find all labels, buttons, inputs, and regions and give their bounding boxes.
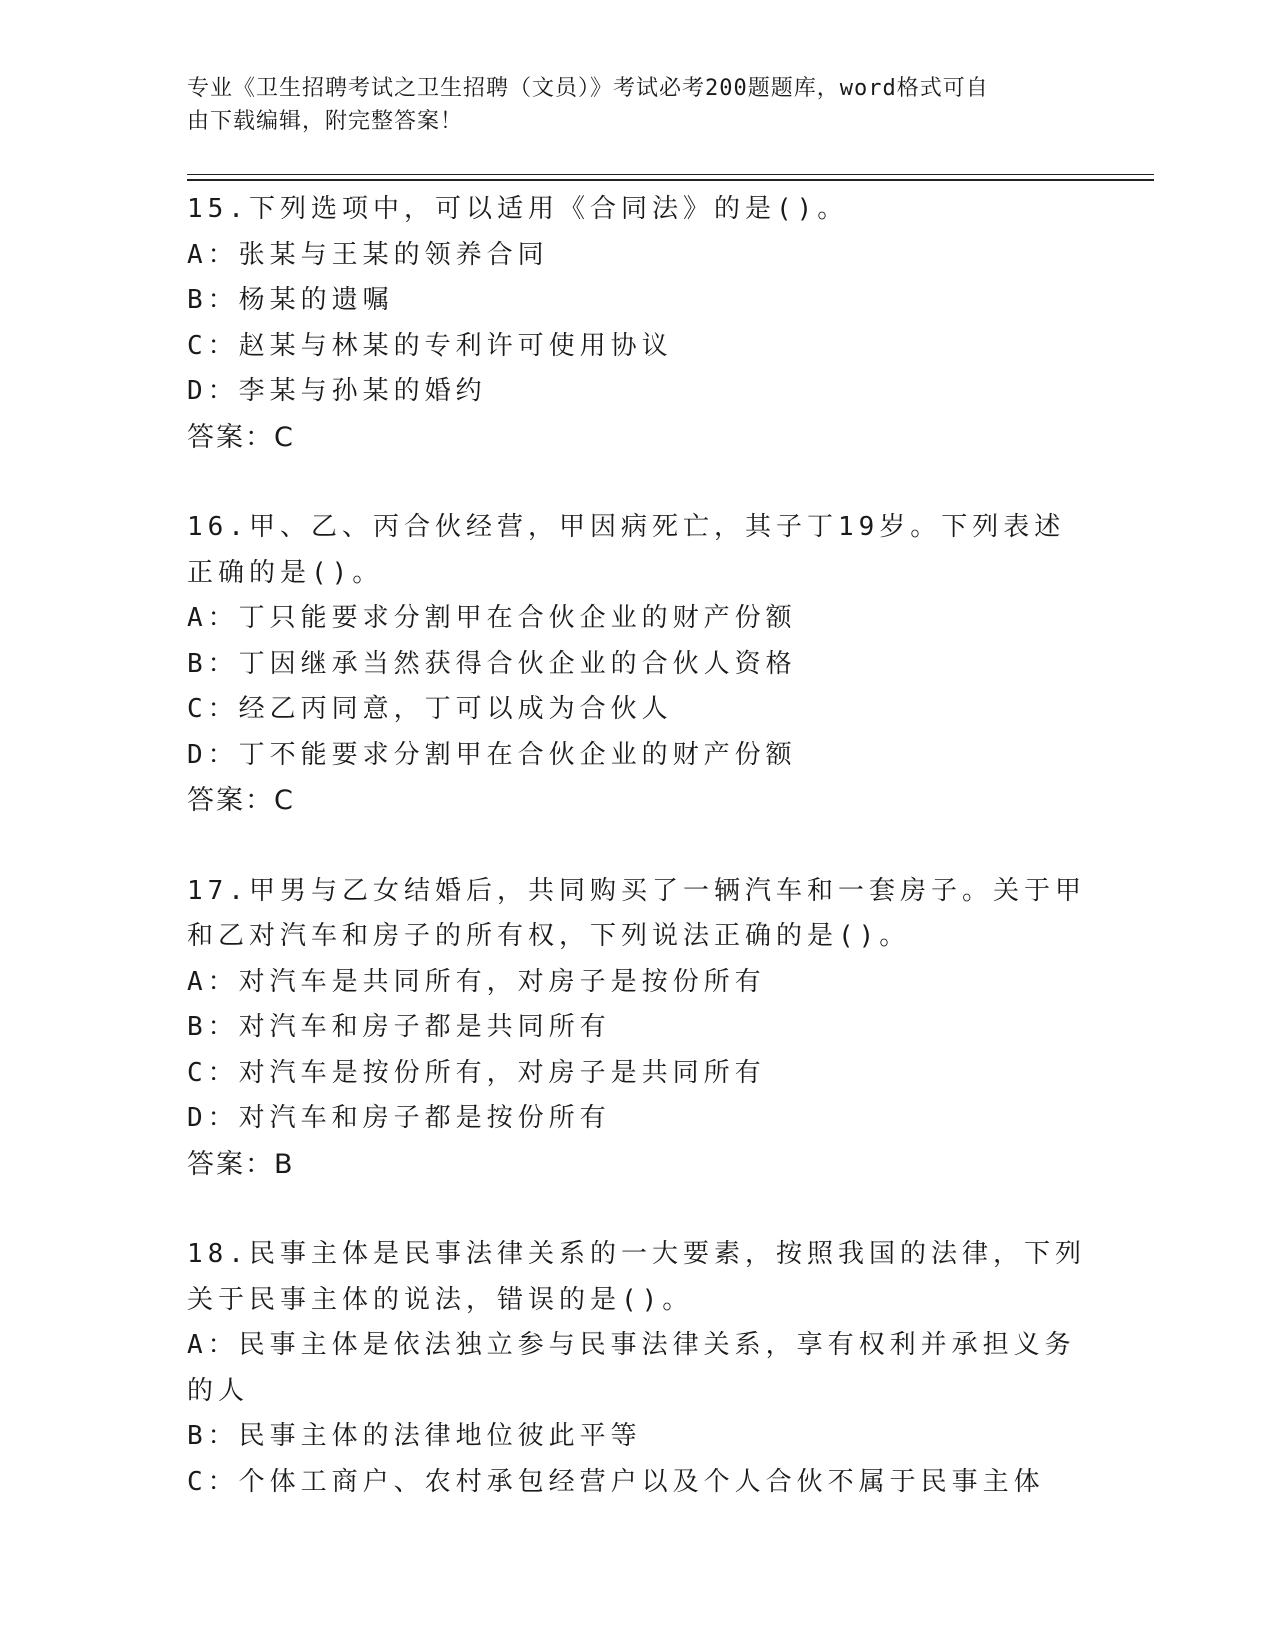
answer: 答案：C: [187, 785, 295, 816]
option-c: C：个体工商户、农村承包经营户以及个人合伙不属于民事主体: [187, 1466, 1045, 1497]
option-a: A：民事主体是依法独立参与民事法律关系，享有权利并承担义务的人: [187, 1330, 1076, 1406]
answer: 答案：B: [187, 1148, 295, 1180]
header-line-2: 由下载编辑，附完整答案！: [187, 109, 464, 134]
question-stem: 15.下列选项中，可以适用《合同法》的是()。: [187, 194, 849, 224]
option-a: A：张某与王某的领养合同: [187, 239, 549, 270]
option-d: D：丁不能要求分割甲在合伙企业的财产份额: [187, 739, 797, 770]
option-c: C：对汽车是按份所有，对房子是共同所有: [187, 1057, 766, 1088]
answer: 答案：C: [187, 421, 295, 453]
question-list: [187, 187, 1087, 1550]
option-d: D：李某与孙某的婚约: [187, 376, 487, 406]
option-c: C：赵某与林某的专利许可使用协议: [187, 330, 673, 361]
option-b: B：对汽车和房子都是共同所有: [187, 1012, 611, 1042]
option-d: D：对汽车和房子都是按份所有: [187, 1103, 611, 1133]
document-header: [187, 72, 1067, 138]
option-b: B：丁因继承当然获得合伙企业的合伙人资格: [187, 648, 797, 679]
header-rule-thin: [187, 174, 1154, 175]
question-stem: 17.甲男与乙女结婚后，共同购买了一辆汽车和一套房子。关于甲和乙对汽车和房子的所有权，下列说法正确的是()。: [187, 875, 1086, 951]
question-stem: 18.民事主体是民事法律关系的一大要素，按照我国的法律，下列关于民事主体的说法，错误的是()。: [187, 1239, 1086, 1315]
question-17: [187, 869, 1087, 1188]
option-c: C：经乙丙同意，丁可以成为合伙人: [187, 694, 673, 724]
header-line-1: 专业《卫生招聘考试之卫生招聘（文员）》考试必考200题题库，word格式可自: [187, 76, 989, 101]
question-15: [187, 187, 1087, 460]
option-b: B：民事主体的法律地位彼此平等: [187, 1421, 642, 1451]
option-a: A：对汽车是共同所有，对房子是按份所有: [187, 966, 766, 997]
option-b: B：杨某的遗嘱: [187, 285, 394, 315]
header-rule-thick: [187, 179, 1154, 181]
option-a: A：丁只能要求分割甲在合伙企业的财产份额: [187, 603, 797, 633]
question-16: [187, 505, 1087, 824]
question-18: [187, 1232, 1087, 1505]
question-stem: 16.甲、乙、丙合伙经营，甲因病死亡，其子丁19岁。下列表述正确的是()。: [187, 512, 1066, 588]
